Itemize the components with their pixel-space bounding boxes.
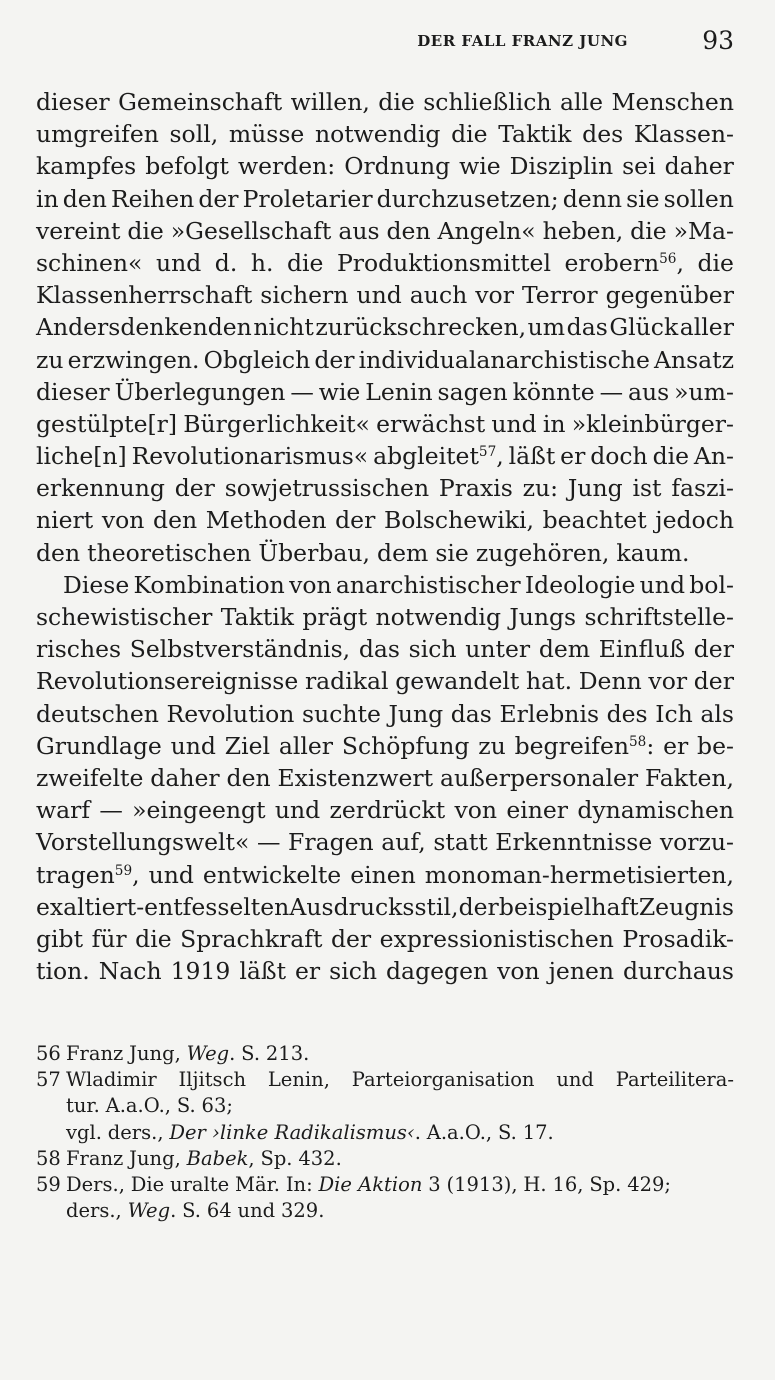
footnote-line: 57 Wladimir Iljitsch Lenin, Parteiorganisation und Parteilitera- [36, 1067, 734, 1093]
text-line: erkennung der sowjetrussischen Praxis zu: Jung ist faszi- [36, 474, 734, 503]
footnote-number [36, 1198, 66, 1224]
text-line: Diese Kombination von anarchistischer Ideologie und bol- [63, 570, 734, 599]
text-line: den theoretischen Überbau, dem sie zugehören, kaum. [36, 538, 690, 567]
footnote-line: 59 Ders., Die uralte Mär. In: Die Aktion 3 (1913), H. 16, Sp. 429; [36, 1172, 734, 1198]
page-number: 93 [702, 26, 734, 55]
footnote-line: tur. A.a.O., S. 63; [36, 1093, 734, 1119]
footnote-number: 58 [36, 1146, 61, 1170]
text-line: Grundlage und Ziel aller Schöpfung zu begreifen$^{58}$: er be- [36, 731, 734, 760]
text-line: zu erzwingen. Obgleich der individualanarchistische Ansatz [36, 345, 734, 374]
text-line: dieser Gemeinschaft willen, die schließlich alle Menschen [36, 88, 734, 116]
text-line: vereint die »Gesellschaft aus den Angeln« heben, die »Ma- [36, 216, 734, 245]
text-line: kampfes befolgt werden: Ordnung wie Disziplin sei daher [36, 152, 734, 181]
text-line: niert von den Methoden der Bolschewiki, beachtet jedoch [36, 506, 734, 535]
footnote-number [36, 1120, 66, 1146]
footnote-number: 57 [36, 1068, 61, 1092]
text-line: zweifelte daher den Existenzwert außerpersonaler Fakten, [36, 763, 734, 792]
text-line: Revolutionsereignisse radikal gewandelt hat. Denn vor der [36, 667, 734, 696]
text-line: Andersdenkenden nicht zurückschrecken, um das Glück aller [36, 313, 734, 342]
footnote-line: ders., Weg. S. 64 und 329. [36, 1198, 734, 1224]
text-line: dieser Überlegungen — wie Lenin sagen könnte — aus »um- [36, 377, 734, 406]
body-text [36, 86, 734, 987]
text-line: risches Selbstverständnis, das sich unter dem Einfluß der [36, 635, 734, 664]
footnote-line: vgl. ders., Der ›linke Radikalismus‹. A.a.O., S. 17. [36, 1120, 734, 1146]
text-line: exaltiert-entfesselten Ausdrucksstil, der beispielhaft Zeugnis [36, 892, 734, 921]
text-line: deutschen Revolution suchte Jung das Erlebnis des Ich als [36, 699, 734, 728]
text-line: Klassenherrschaft sichern und auch vor Terror gegenüber [36, 281, 734, 310]
footnote-number: 56 [36, 1042, 61, 1065]
footnotes [36, 1041, 734, 1224]
text-line: schewistischer Taktik prägt notwendig Jungs schriftstelle- [36, 603, 734, 631]
footnote-number: 59 [36, 1172, 61, 1196]
text-line: tragen$^{59}$, und entwickelte einen monoman-hermetisierten, [36, 860, 734, 889]
text-line: Vorstellungswelt« — Fragen auf, statt Erkenntnisse vorzu- [36, 828, 734, 857]
footnote-line: 58 Franz Jung, Babek, Sp. 432. [36, 1146, 734, 1172]
text-line: schinen« und d. h. die Produktionsmittel erobern$^{56}$, die [36, 248, 734, 277]
text-line: umgreifen soll, müsse notwendig die Taktik des Klassen- [36, 120, 734, 149]
page-header [36, 22, 734, 62]
running-head: DER FALL FRANZ JUNG [417, 32, 628, 50]
text-line: tion. Nach 1919 läßt er sich dagegen von jenen durchaus [36, 957, 734, 986]
footnote-line: 56 Franz Jung, Weg. S. 213. [36, 1041, 734, 1067]
text-line: liche[n] Revolutionarismus« abgleitet$^{57}$, läßt er doch die An- [36, 442, 734, 471]
text-line: gibt für die Sprachkraft der expressionistischen Prosadik- [36, 924, 734, 953]
text-line: in den Reihen der Proletarier durchzusetzen; denn sie sollen [36, 184, 734, 213]
text-line: gestülpte[r] Bürgerlichkeit« erwächst und in »kleinbürger- [36, 409, 734, 438]
footnote-number [36, 1093, 66, 1119]
text-line: warf — »eingeengt und zerdrückt von einer dynamischen [36, 796, 734, 825]
